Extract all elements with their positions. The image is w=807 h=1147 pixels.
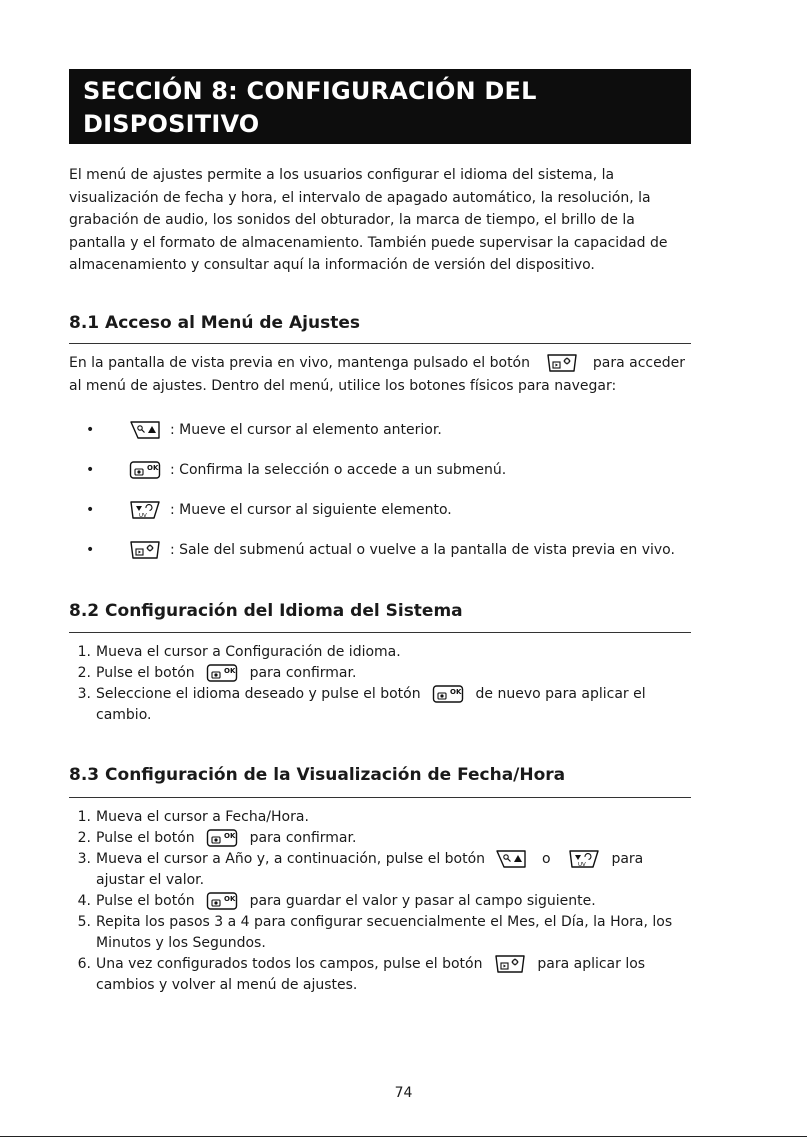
section-8-1-text-b: para acceder al menú de ajustes. Dentro del menú, utilice los botones físicos para navegar: — [69, 355, 685, 394]
bullet-marker: • — [86, 462, 95, 478]
bullet-marker: • — [86, 422, 95, 438]
list-item — [86, 450, 696, 490]
section-8-3-steps — [69, 807, 694, 996]
intro-paragraph: El menú de ajustes permite a los usuarios configurar el idioma del sistema, la visualización de fecha y hora, el intervalo de apagado automático, la resolución, la grabación de audio, los sonidos del obturador, la marca de tiempo, el brillo de la pantalla y el formato de almacenamiento. También puede supervisar la capacidad de almacenamiento y consultar aquí la información de versión del dispositivo. — [69, 167, 668, 273]
section-8-2-title: 8.2 Configuración del Idioma del Sistema — [69, 601, 463, 621]
list-item — [86, 410, 696, 450]
step-text: Pulse el botón — [96, 665, 195, 681]
up-button-icon — [494, 849, 528, 869]
ok-button-icon — [205, 828, 239, 848]
up-button-icon — [128, 420, 162, 440]
section-banner: SECCIÓN 8: CONFIGURACIÓN DEL DISPOSITIVO — [69, 69, 691, 144]
step-number: 1. — [77, 809, 91, 825]
step-text: Repita los pasos 3 a 4 para configurar secuencialmente el Mes, el Día, la Hora, los Minutos y los Segundos. — [96, 914, 673, 951]
list-item — [69, 642, 694, 663]
list-item — [86, 530, 696, 570]
step-number: 3. — [77, 851, 91, 867]
list-item — [69, 849, 694, 891]
list-item — [69, 663, 694, 684]
step-text: Seleccione el idioma deseado y pulse el botón — [96, 686, 421, 702]
step-number: 2. — [77, 665, 91, 681]
navigation-button-list — [86, 410, 696, 570]
section-8-1-rule — [69, 343, 691, 344]
bullet-text: : Confirma la selección o accede a un submenú. — [170, 462, 507, 478]
section-8-1-title: 8.1 Acceso al Menú de Ajustes — [69, 313, 360, 333]
ok-button-icon — [431, 684, 465, 704]
bullet-marker: • — [86, 502, 95, 518]
list-item — [86, 490, 696, 530]
step-text: Pulse el botón — [96, 893, 195, 909]
bullet-text: : Mueve el cursor al siguiente elemento. — [170, 502, 452, 518]
step-text: Una vez configurados todos los campos, pulse el botón — [96, 956, 483, 972]
bullet-text: : Mueve el cursor al elemento anterior. — [170, 422, 442, 438]
step-number: 5. — [77, 914, 91, 930]
section-8-3-title: 8.3 Configuración de la Visualización de Fecha/Hora — [69, 765, 566, 785]
ok-button-icon — [205, 891, 239, 911]
step-number: 1. — [77, 644, 91, 660]
menu-button-icon — [128, 540, 162, 560]
ok-button-icon — [128, 460, 162, 480]
list-item — [69, 828, 694, 849]
step-number: 2. — [77, 830, 91, 846]
menu-button-icon — [544, 353, 580, 373]
down-button-icon — [128, 500, 162, 520]
list-item — [69, 954, 694, 996]
section-8-1-text-a: En la pantalla de vista previa en vivo, mantenga pulsado el botón — [69, 355, 530, 371]
bullet-marker: • — [86, 542, 95, 558]
ok-button-icon — [205, 663, 239, 683]
page-number: 74 — [394, 1085, 413, 1101]
list-item — [69, 807, 694, 828]
step-text: Mueva el cursor a Fecha/Hora. — [96, 809, 309, 825]
step-text: Pulse el botón — [96, 830, 195, 846]
step-number: 6. — [77, 956, 91, 972]
step-text: de nuevo para aplicar el cambio. — [96, 686, 646, 723]
section-8-2-steps — [69, 642, 694, 726]
list-item — [69, 684, 694, 726]
step-text: o — [541, 851, 551, 867]
footer-divider — [0, 1136, 807, 1137]
step-text: para aplicar los cambios y volver al menú de ajustes. — [96, 956, 646, 993]
bullet-text: : Sale del submenú actual o vuelve a la pantalla de vista previa en vivo. — [170, 542, 675, 558]
step-text: para confirmar. — [249, 830, 357, 846]
down-button-icon — [567, 849, 601, 869]
step-number: 3. — [77, 686, 91, 702]
step-number: 4. — [77, 893, 91, 909]
menu-button-icon — [493, 954, 527, 974]
step-text: para guardar el valor y pasar al campo siguiente. — [249, 893, 596, 909]
section-8-1-paragraph — [69, 352, 694, 397]
section-8-2-rule — [69, 632, 691, 633]
section-8-3-rule — [69, 797, 691, 798]
step-text: Mueva el cursor a Año y, a continuación, pulse el botón — [96, 851, 486, 867]
step-text: para confirmar. — [249, 665, 357, 681]
list-item — [69, 891, 694, 912]
step-text: Mueva el cursor a Configuración de idioma. — [96, 644, 401, 660]
list-item — [69, 912, 694, 954]
step-text: para ajustar el valor. — [96, 851, 644, 888]
